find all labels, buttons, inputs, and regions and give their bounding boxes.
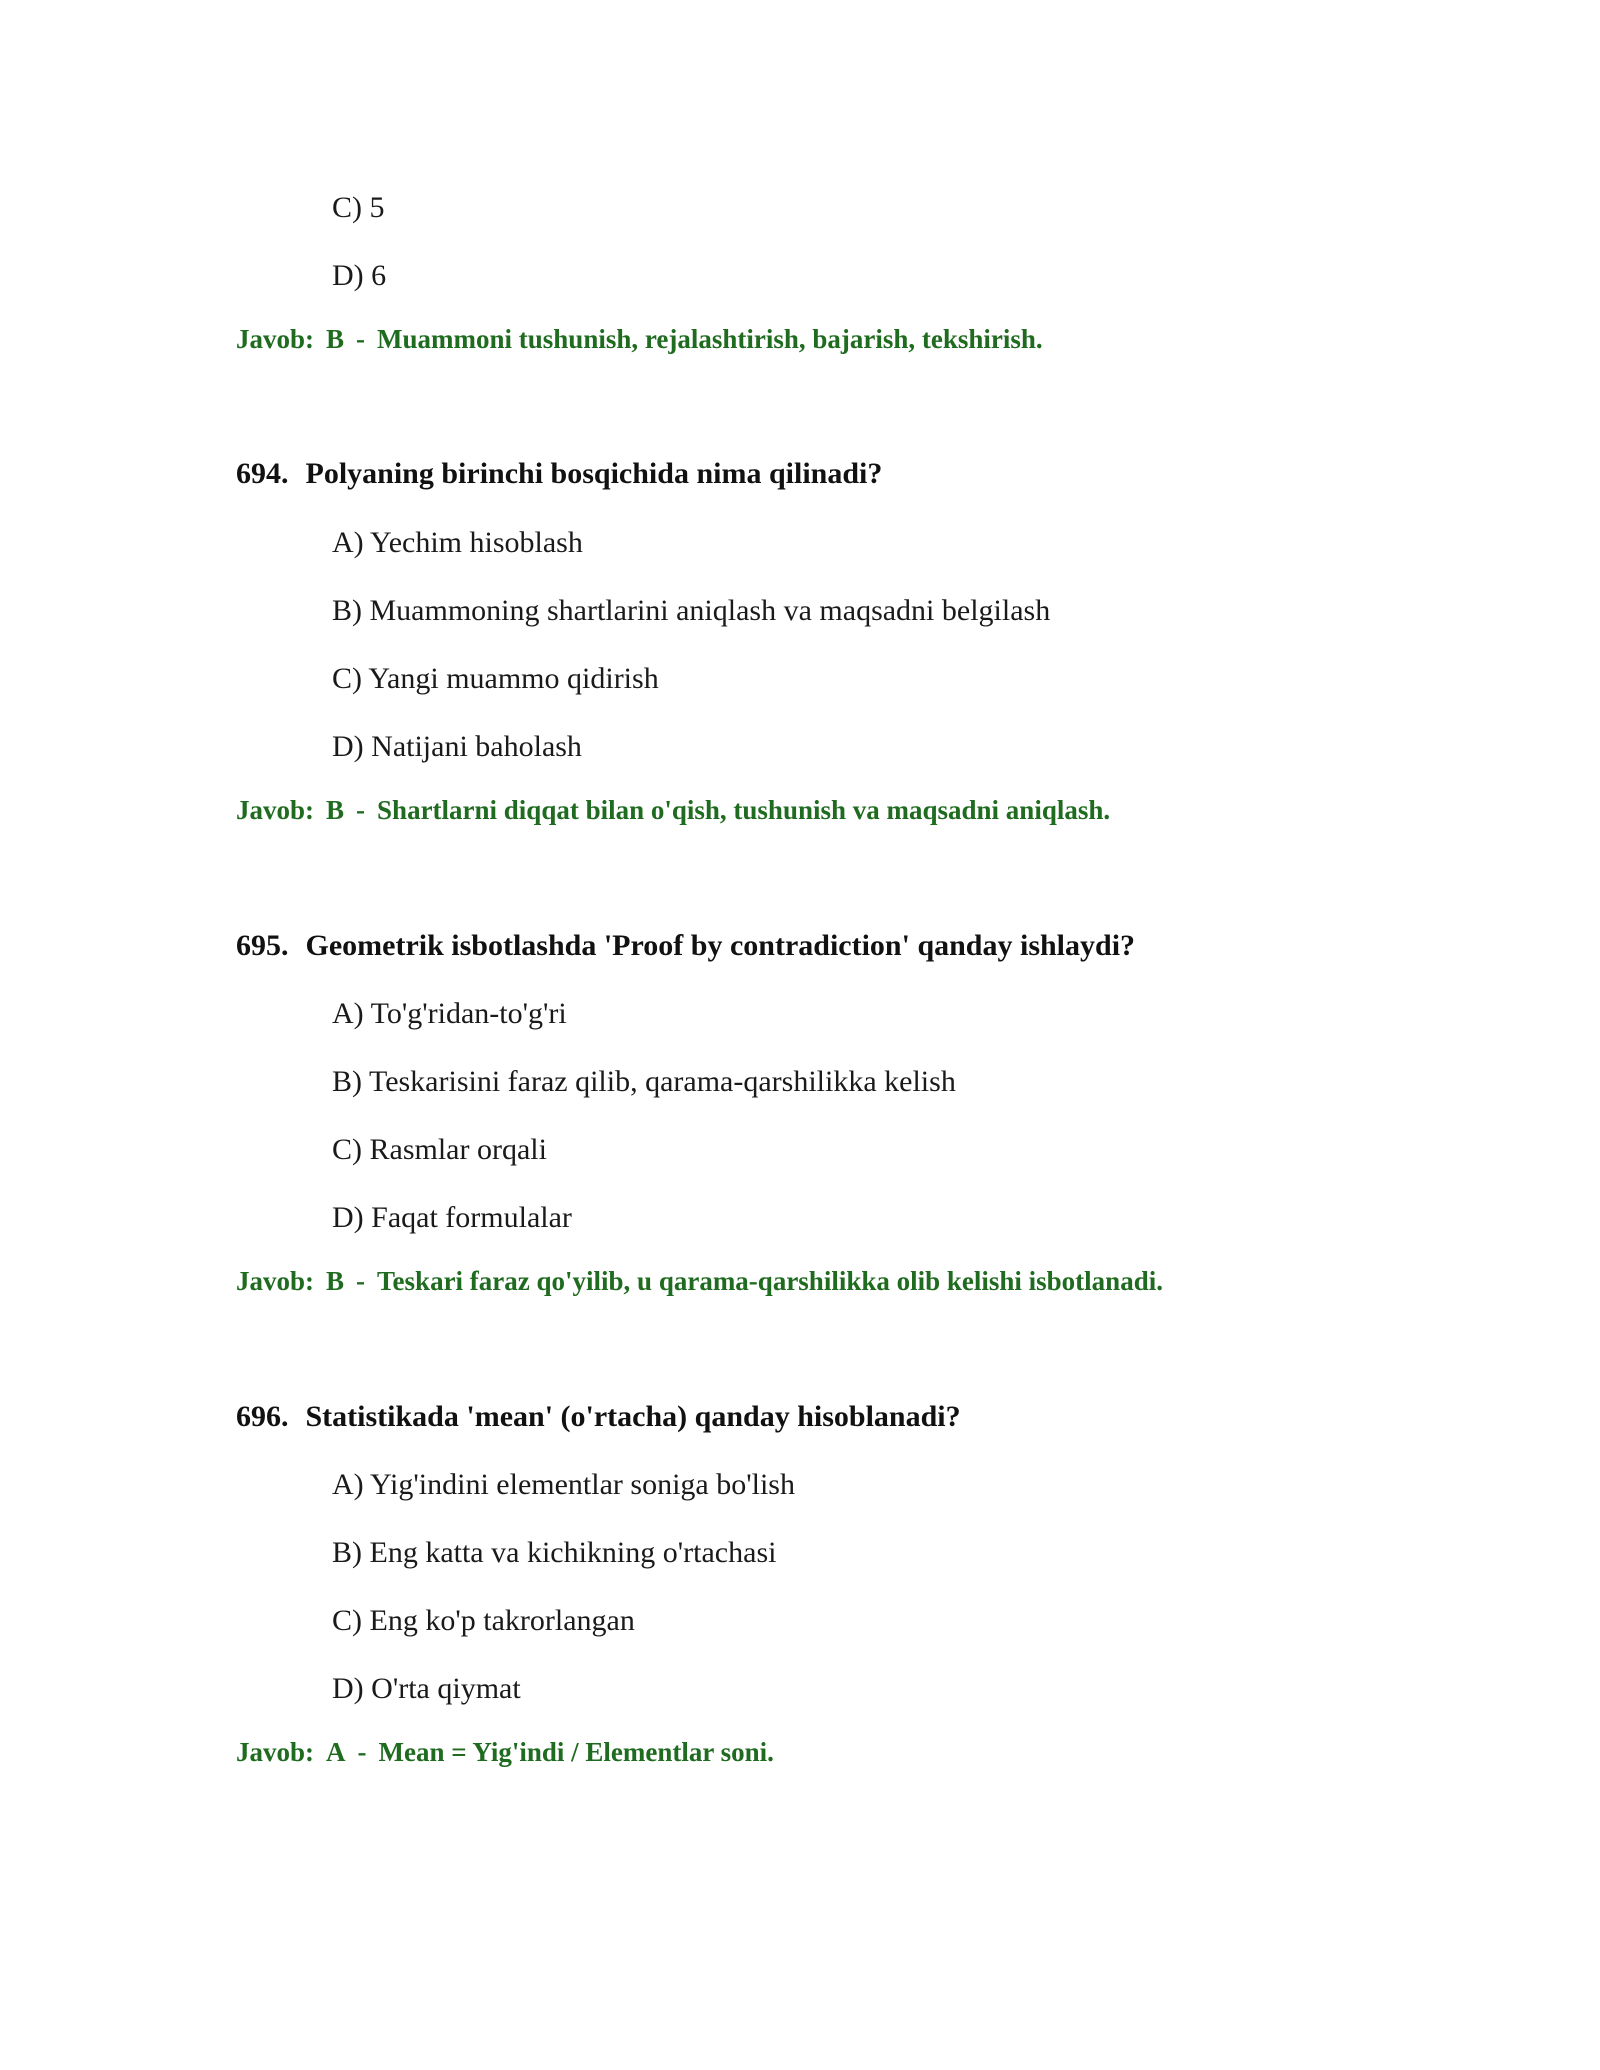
question-text: Geometrik isbotlashda 'Proof by contradiction' qanday ishlaydi? [305, 929, 1136, 962]
answer-label: Javob: [236, 324, 315, 354]
question-number: 694. [236, 457, 289, 490]
answer-line [236, 1739, 774, 1766]
answer-letter: B [326, 1266, 345, 1296]
option-b: B) Eng katta va kichikning o'rtachasi [332, 1536, 777, 1569]
question-heading [236, 459, 882, 489]
question-text: Polyaning birinchi bosqichida nima qilinadi? [305, 457, 883, 490]
answer-line [236, 326, 1043, 353]
answer-dash: - [357, 1737, 367, 1767]
answer-label: Javob: [236, 1737, 315, 1767]
option-d: D) 6 [332, 259, 387, 292]
option-b: B) Muammoning shartlarini aniqlash va maqsadni belgilash [332, 594, 1051, 627]
question-heading [236, 931, 1135, 961]
answer-line [236, 797, 1110, 824]
answer-dash: - [356, 324, 366, 354]
answer-text: Mean = Yig'indi / Elementlar soni. [378, 1737, 774, 1767]
answer-text: Shartlarni diqqat bilan o'qish, tushunish va maqsadni aniqlash. [377, 795, 1111, 825]
option-b: B) Teskarisini faraz qilib, qarama-qarshilikka kelish [332, 1065, 956, 1098]
option-d: D) Natijani baholash [332, 730, 582, 763]
answer-text: Muammoni tushunish, rejalashtirish, bajarish, tekshirish. [377, 324, 1043, 354]
option-c: C) 5 [332, 191, 385, 224]
question-number: 696. [236, 1400, 289, 1433]
option-a: A) Yig'indini elementlar soniga bo'lish [332, 1468, 795, 1501]
answer-letter: B [326, 795, 345, 825]
answer-text: Teskari faraz qo'yilib, u qarama-qarshilikka olib kelishi isbotlanadi. [377, 1266, 1163, 1296]
answer-label: Javob: [236, 795, 315, 825]
option-a: A) To'g'ridan-to'g'ri [332, 997, 567, 1030]
answer-dash: - [356, 1266, 366, 1296]
option-c: C) Rasmlar orqali [332, 1133, 547, 1166]
question-text: Statistikada 'mean' (o'rtacha) qanday hisoblanadi? [305, 1400, 961, 1433]
answer-dash: - [356, 795, 366, 825]
answer-letter: A [326, 1737, 346, 1767]
option-a: A) Yechim hisoblash [332, 526, 583, 559]
option-d: D) O'rta qiymat [332, 1672, 521, 1705]
option-d: D) Faqat formulalar [332, 1201, 572, 1234]
question-number: 695. [236, 929, 289, 962]
option-c: C) Yangi muammo qidirish [332, 662, 659, 695]
answer-label: Javob: [236, 1266, 315, 1296]
option-c: C) Eng ko'p takrorlangan [332, 1604, 635, 1637]
answer-letter: B [326, 324, 345, 354]
answer-line [236, 1268, 1163, 1295]
question-heading [236, 1402, 961, 1432]
